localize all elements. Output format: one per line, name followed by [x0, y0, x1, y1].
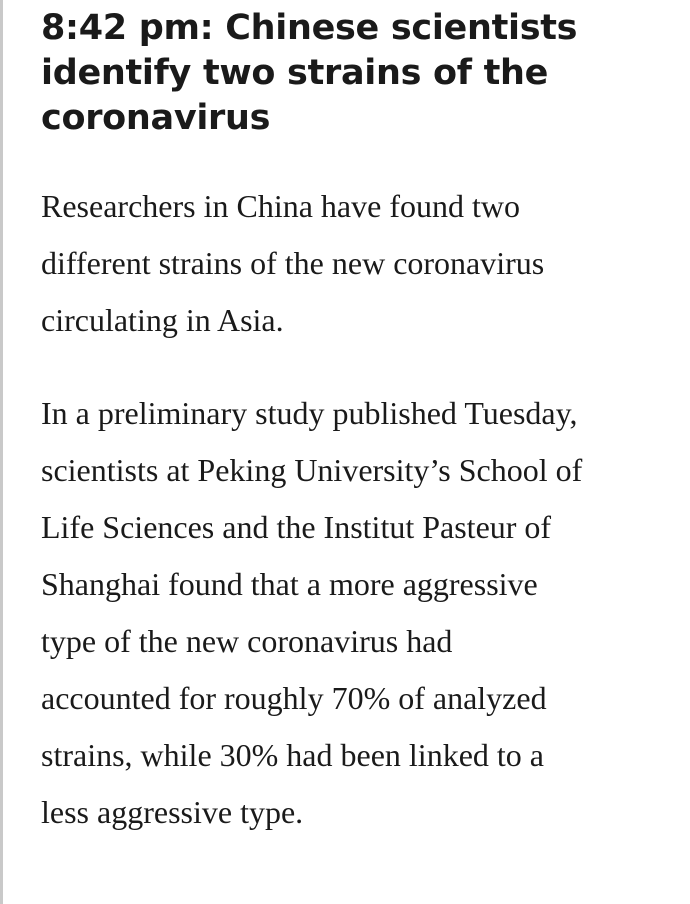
- article-body: [41, 0, 671, 841]
- article-paragraph-1: Researchers in China have found two different strains of the new coronavirus circulating in Asia.: [41, 188, 545, 338]
- left-border: [0, 0, 3, 904]
- article-paragraph-2: In a preliminary study published Tuesday, scientists at Peking University’s School of Life Sciences and the Institut Pasteur of Shanghai found that a more aggressive type of the new coronavirus had accounted for roughly 70% of analyzed strains, while 30% had been linked to a less aggressive type.: [41, 395, 583, 830]
- article-headline: 8:42 pm: Chinese scientists identify two strains of the coronavirus: [41, 8, 578, 138]
